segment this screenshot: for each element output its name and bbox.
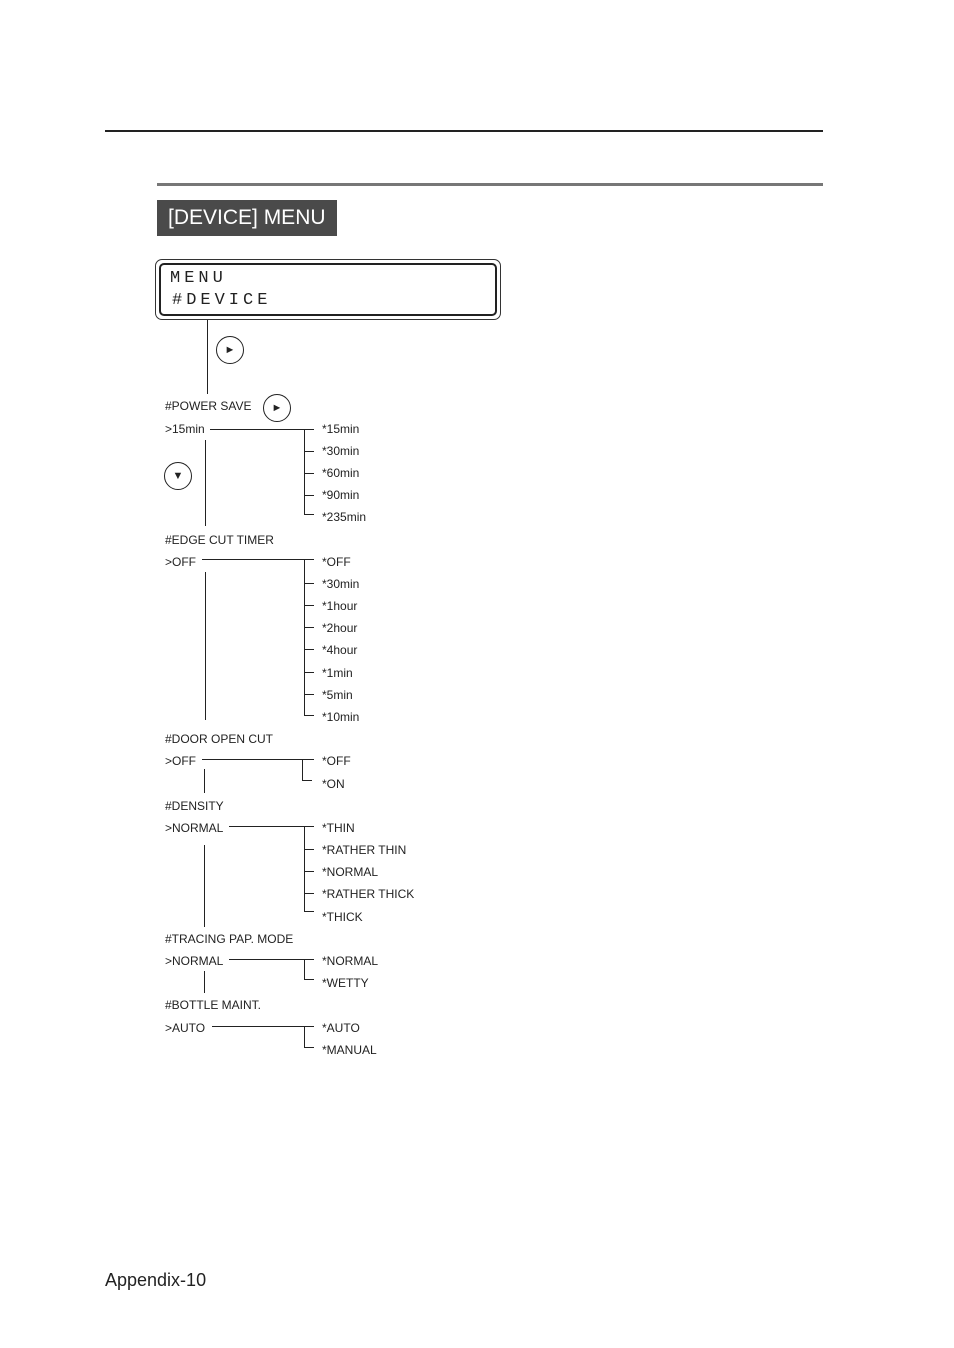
option-tick <box>304 849 314 850</box>
options-bracket <box>302 759 303 780</box>
option: *30min <box>322 444 360 458</box>
option-tick <box>304 911 314 912</box>
menu-item-value: >OFF <box>165 754 197 768</box>
menu-item-value: >AUTO <box>165 1021 206 1035</box>
option: *10min <box>322 710 360 724</box>
option-tick <box>304 672 314 673</box>
lcd-line-1: MENU <box>170 269 227 288</box>
connector-line <box>204 769 205 793</box>
option: *OFF <box>322 754 351 768</box>
option: *AUTO <box>322 1021 360 1035</box>
option: *MANUAL <box>322 1043 377 1057</box>
branch-line <box>212 1026 314 1027</box>
option: *5min <box>322 688 353 702</box>
option-tick <box>304 495 314 496</box>
menu-item-label: #TRACING PAP. MODE <box>165 932 294 946</box>
branch-line <box>229 959 314 960</box>
option-tick <box>304 694 314 695</box>
right-arrow-button[interactable] <box>263 394 291 422</box>
option: *ON <box>322 777 345 791</box>
options-bracket <box>304 1026 305 1047</box>
page-footer: Appendix-10 <box>105 1270 207 1290</box>
branch-line <box>202 559 314 560</box>
option-tick <box>304 979 314 980</box>
lcd-line-2: #DEVICE <box>172 291 272 310</box>
option: *30min <box>322 577 360 591</box>
option: *RATHER THIN <box>322 843 407 857</box>
option: *15min <box>322 422 360 436</box>
option: *NORMAL <box>322 865 379 879</box>
menu-item-label: #DENSITY <box>165 799 224 813</box>
down-arrow-icon: ▼ <box>172 470 184 482</box>
menu-item-label: #DOOR OPEN CUT <box>165 732 274 746</box>
option: *235min <box>322 510 367 524</box>
option: *90min <box>322 488 360 502</box>
option: *1min <box>322 666 353 680</box>
option: *THICK <box>322 910 363 924</box>
option-tick <box>302 780 312 781</box>
section-rule <box>157 183 823 186</box>
top-rule <box>105 130 823 132</box>
connector-line <box>205 572 206 720</box>
option: *4hour <box>322 643 358 657</box>
options-bracket <box>304 826 305 911</box>
branch-line <box>229 826 314 827</box>
right-arrow-button[interactable] <box>216 336 244 364</box>
option: *RATHER THICK <box>322 887 415 901</box>
option-tick <box>304 514 314 515</box>
menu-item-label: #POWER SAVE <box>165 399 252 413</box>
options-bracket <box>304 429 305 514</box>
connector-line <box>204 845 205 927</box>
option: *WETTY <box>322 976 369 990</box>
option-tick <box>304 473 314 474</box>
option-tick <box>304 893 314 894</box>
option: *1hour <box>322 599 358 613</box>
right-arrow-icon: ► <box>271 402 283 414</box>
lcd-display <box>155 259 501 320</box>
right-arrow-icon: ► <box>224 344 236 356</box>
menu-item-value: >NORMAL <box>165 821 224 835</box>
menu-item-value: >15min <box>165 422 205 436</box>
option-tick <box>304 451 314 452</box>
option-tick <box>304 627 314 628</box>
connector-line <box>207 320 208 394</box>
option-tick <box>304 605 314 606</box>
option-tick <box>304 1047 314 1048</box>
menu-item-value: >NORMAL <box>165 954 224 968</box>
option-tick <box>304 715 314 716</box>
menu-item-label: #BOTTLE MAINT. <box>165 998 262 1012</box>
connector-line <box>204 971 205 993</box>
option-tick <box>304 649 314 650</box>
option: *THIN <box>322 821 355 835</box>
option: *60min <box>322 466 360 480</box>
option-tick <box>304 871 314 872</box>
option: *OFF <box>322 555 351 569</box>
connector-line <box>205 440 206 526</box>
option: *NORMAL <box>322 954 379 968</box>
option-tick <box>304 583 314 584</box>
menu-item-label: #EDGE CUT TIMER <box>165 533 274 547</box>
branch-line <box>202 759 314 760</box>
menu-item-value: >OFF <box>165 555 197 569</box>
down-arrow-button[interactable] <box>164 462 192 490</box>
section-title: [DEVICE] MENU <box>157 200 337 236</box>
branch-line <box>210 429 314 430</box>
options-bracket <box>304 959 305 979</box>
option: *2hour <box>322 621 358 635</box>
